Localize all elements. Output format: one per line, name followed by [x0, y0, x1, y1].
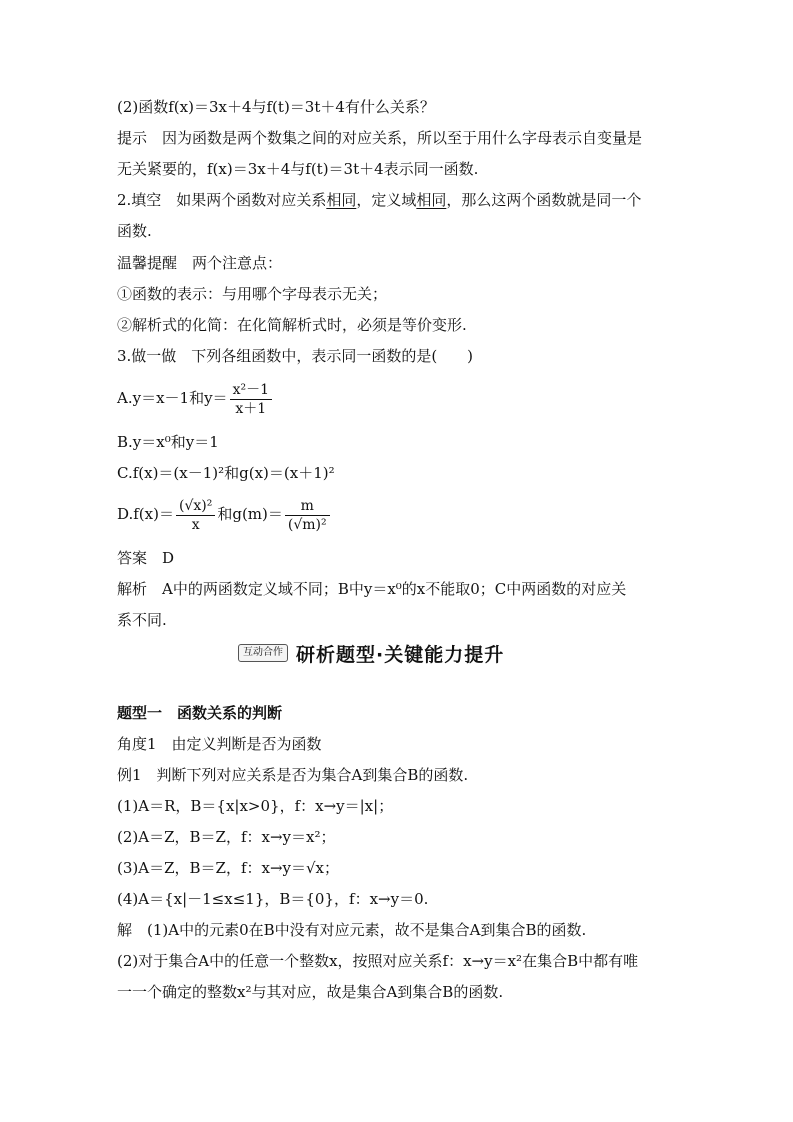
- answer-line: 答案 D: [117, 549, 175, 567]
- option-d: D.f(x)＝ $\frac{\text{(√x)²}}{x}$ 和g(m)＝ $\frac{m}{\text{(√m)²}}$: [117, 494, 332, 534]
- fill-blank-line-2: 函数.: [117, 222, 152, 240]
- solution-line-3: 一一个确定的整数x²与其对应，故是集合A到集合B的函数.: [117, 983, 504, 1001]
- example-item-4: (4)A＝{x|－1≤x≤1}，B＝{0}，f：x→y＝0.: [117, 890, 429, 908]
- fraction-d-1: $\frac{\text{(√x)²}}{x}$: [176, 497, 215, 534]
- type-title: 题型一 函数关系的判断: [117, 704, 283, 722]
- example-item-1: (1)A＝R，B＝{x|x>0}，f：x→y＝|x|；: [117, 797, 394, 815]
- question-2: (2)函数f(x)＝3x＋4与f(t)＝3t＋4有什么关系？: [117, 98, 435, 116]
- reminder-point-2: ②解析式的化简：在化简解析式时，必须是等价变形.: [117, 316, 467, 334]
- solution-line-1: 解 (1)A中的元素0在B中没有对应元素，故不是集合A到集合B的函数.: [117, 921, 587, 939]
- option-c: C.f(x)＝(x－1)²和g(x)＝(x＋1)²: [117, 464, 335, 482]
- example-title: 例1 判断下列对应关系是否为集合A到集合B的函数.: [117, 766, 469, 784]
- fraction-a: $\frac{\text{x²－1}}{x+1}$: [230, 381, 272, 418]
- reminder-point-1: ①函数的表示：与用哪个字母表示无关；: [117, 285, 388, 303]
- fraction-d-2: $\frac{m}{\text{(√m)²}}$: [285, 497, 330, 534]
- option-a: A.y＝x－1和y＝ $\frac{\text{x²－1}}{x+1}$: [117, 378, 274, 418]
- hint-line-1: 提示 因为函数是两个数集之间的对应关系，所以至于用什么字母表示自变量是: [117, 129, 643, 147]
- blank-answer-1: 相同: [326, 191, 357, 209]
- analysis-line-1: 解析 A中的两函数定义域不同；B中y＝x⁰的x不能取0；C中两函数的对应关: [117, 580, 627, 598]
- section-title: 研析题型·关键能力提升: [296, 643, 505, 666]
- section-tag: 互动合作: [238, 644, 288, 662]
- option-b: B.y＝x⁰和y＝1: [117, 433, 219, 451]
- try-question: 3.做一做 下列各组函数中，表示同一函数的是( ): [117, 347, 474, 365]
- angle-title: 角度1 由定义判断是否为函数: [117, 735, 322, 753]
- example-item-3: (3)A＝Z，B＝Z，f：x→y＝√x；: [117, 859, 340, 877]
- solution-line-2: (2)对于集合A中的任意一个整数x，按照对应关系f：x→y＝x²在集合B中都有唯: [117, 952, 639, 970]
- example-item-2: (2)A＝Z，B＝Z，f：x→y＝x²；: [117, 828, 336, 846]
- analysis-line-2: 系不同.: [117, 611, 167, 629]
- section-header: [238, 640, 504, 666]
- blank-answer-2: 相同: [416, 191, 447, 209]
- reminder-title: 温馨提醒 两个注意点：: [117, 254, 283, 272]
- fill-blank-line: 2.填空 如果两个函数对应关系相同，定义域相同，那么这两个函数就是同一个: [117, 191, 642, 209]
- hint-line-2: 无关紧要的，f(x)＝3x＋4与f(t)＝3t＋4表示同一函数.: [117, 160, 479, 178]
